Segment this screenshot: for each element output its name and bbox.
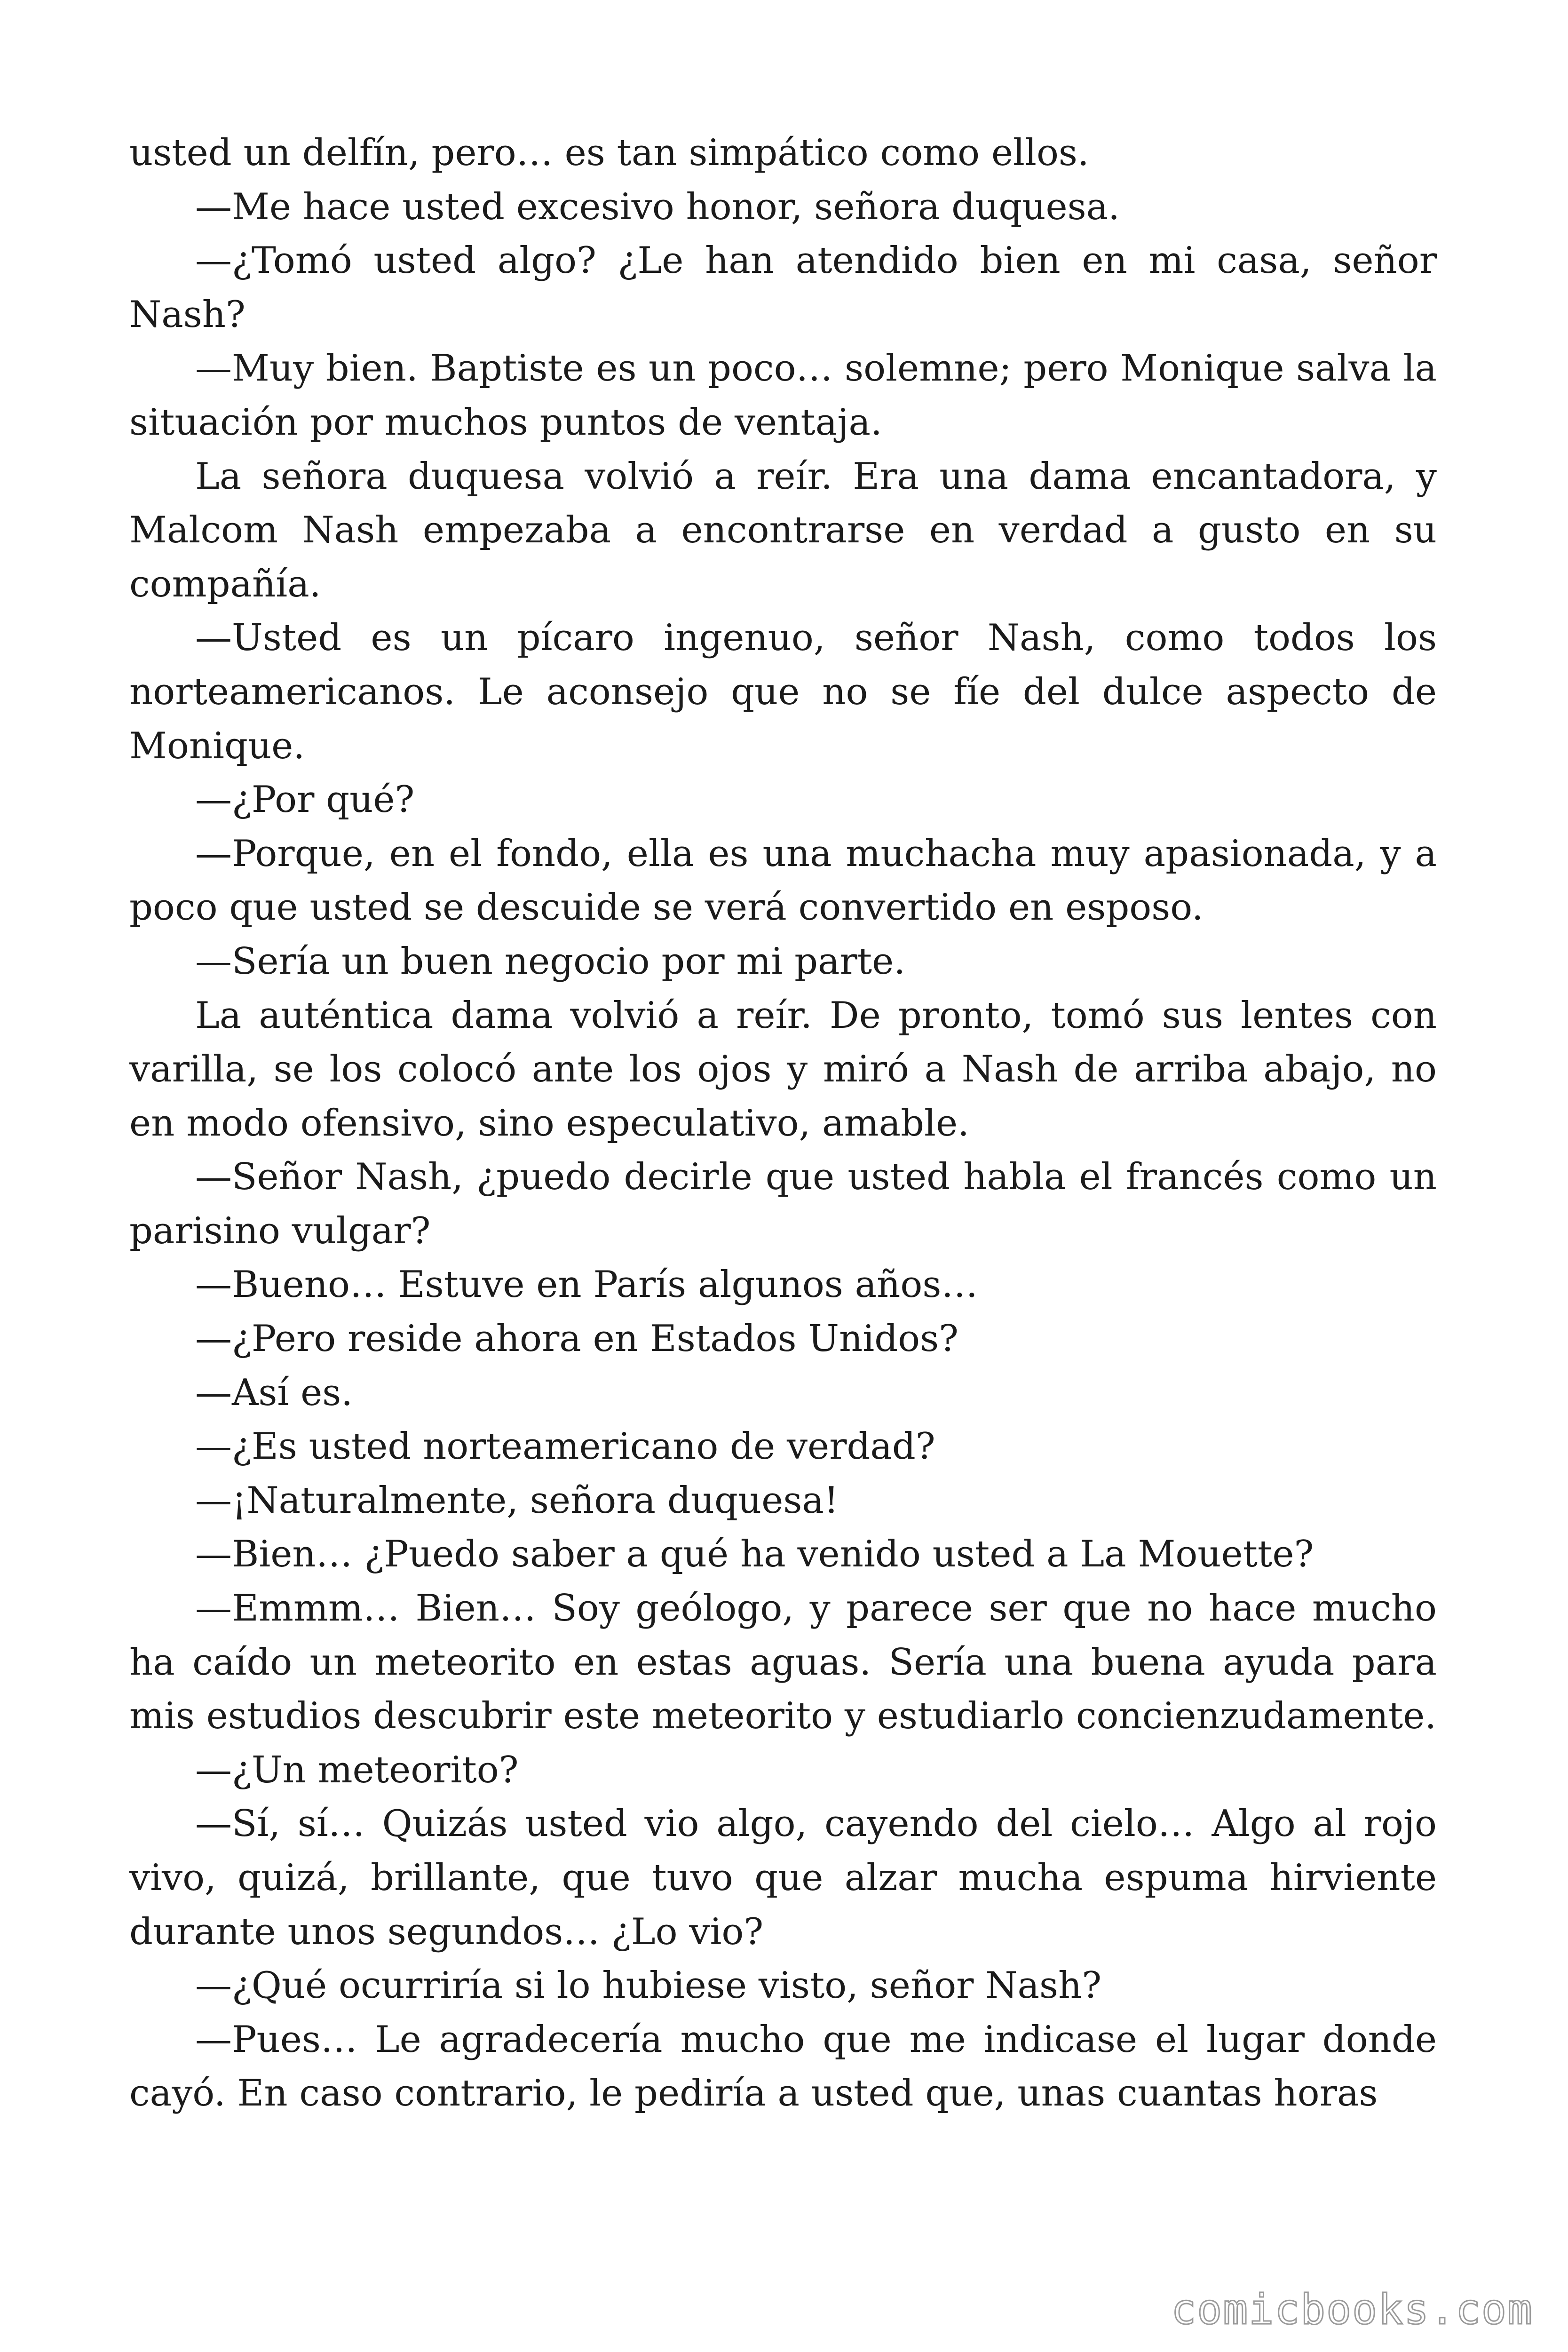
- paragraph: La señora duquesa volvió a reír. Era una dama encantadora, y Malcom Nash empezaba a encontrarse en verdad a gusto en su compañía.: [129, 455, 1437, 605]
- paragraph: —¿Pero reside ahora en Estados Unidos?: [195, 1318, 958, 1360]
- page-body-text: [129, 126, 1437, 2121]
- paragraph: —¡Naturalmente, señora duquesa!: [195, 1479, 839, 1522]
- paragraph: —Señor Nash, ¿puedo decirle que usted habla el francés como un parisino vulgar?: [129, 1156, 1437, 1252]
- paragraph: —Bien… ¿Puedo saber a qué ha venido usted a La Mouette?: [195, 1533, 1314, 1576]
- site-watermark: comicbooks.com: [1171, 2285, 1533, 2334]
- paragraph: —Pues… Le agradecería mucho que me indicase el lugar donde cayó. En caso contrario, le pediría a usted que, unas cuantas horas: [129, 2018, 1437, 2115]
- paragraph: La auténtica dama volvió a reír. De pronto, tomó sus lentes con varilla, se los colocó ante los ojos y miró a Nash de arriba abajo, no en modo ofensivo, sino especulativo, amable.: [129, 994, 1437, 1144]
- paragraph: —¿Por qué?: [195, 779, 415, 821]
- paragraph: —Me hace usted excesivo honor, señora duquesa.: [195, 185, 1120, 228]
- paragraph: —¿Qué ocurriría si lo hubiese visto, señor Nash?: [195, 1964, 1102, 2007]
- paragraph: —¿Tomó usted algo? ¿Le han atendido bien en mi casa, señor Nash?: [129, 239, 1437, 336]
- paragraph: —Sería un buen negocio por mi parte.: [195, 940, 906, 983]
- paragraph: —Sí, sí… Quizás usted vio algo, cayendo del cielo… Algo al rojo vivo, quizá, brillante, que tuvo que alzar mucha espuma hirviente durante unos segundos… ¿Lo vio?: [129, 1803, 1437, 1953]
- paragraph: —Emmm… Bien… Soy geólogo, y parece ser que no hace mucho ha caído un meteorito en estas aguas. Sería una buena ayuda para mis estudios descubrir este meteorito y estudiarlo concienzudamente.: [129, 1587, 1437, 1738]
- paragraph: —Usted es un pícaro ingenuo, señor Nash, como todos los norteamericanos. Le aconsejo que no se fíe del dulce aspecto de Monique.: [129, 617, 1437, 767]
- paragraph: —Porque, en el fondo, ella es una muchacha muy apasionada, y a poco que usted se descuide se verá convertido en esposo.: [129, 832, 1437, 929]
- paragraph: —¿Es usted norteamericano de verdad?: [195, 1425, 935, 1468]
- paragraph: —Muy bien. Baptiste es un poco… solemne; pero Monique salva la situación por muchos puntos de ventaja.: [129, 347, 1437, 444]
- paragraph: —Bueno… Estuve en París algunos años…: [195, 1263, 978, 1306]
- paragraph: —Así es.: [195, 1371, 353, 1414]
- paragraph-continuation: usted un delfín, pero… es tan simpático como ellos.: [129, 132, 1089, 174]
- paragraph: —¿Un meteorito?: [195, 1748, 519, 1791]
